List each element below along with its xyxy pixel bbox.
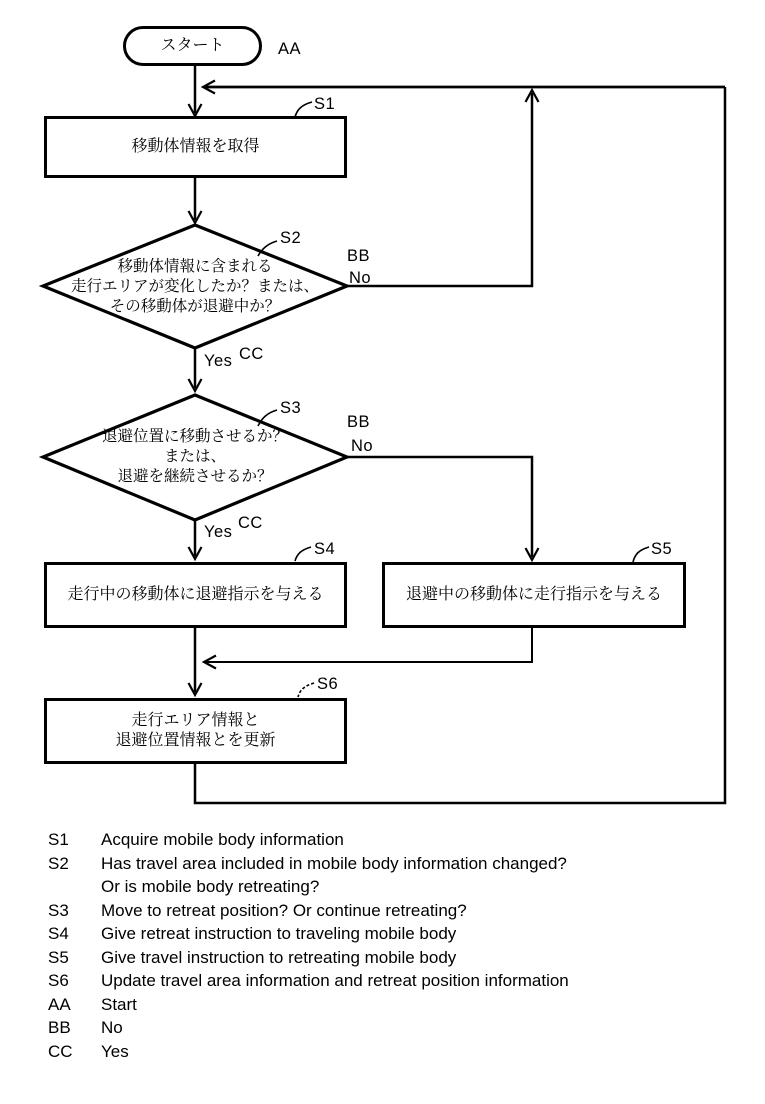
legend-text: Start bbox=[101, 994, 137, 1014]
legend-row bbox=[48, 993, 738, 1017]
node-s5: 退避中の移動体に走行指示を与える bbox=[382, 562, 686, 628]
legend-code: S6 bbox=[48, 971, 69, 990]
branch-no-s3: No bbox=[351, 437, 374, 455]
step-label-s3: S3 bbox=[280, 399, 302, 417]
legend-code: S1 bbox=[48, 830, 69, 849]
legend-row bbox=[48, 1016, 738, 1040]
legend-row bbox=[48, 899, 738, 923]
edge-s2-no bbox=[347, 93, 532, 286]
start-node: スタート bbox=[123, 26, 262, 66]
edge-s5-merge bbox=[206, 628, 532, 662]
branch-yes-s3: Yes bbox=[204, 523, 233, 541]
ref-label-cc-s3: CC bbox=[238, 514, 263, 532]
node-s2-text: 移動体情報に含まれる 走行エリアが変化したか？または、 その移動体が退避中か？ bbox=[70, 258, 319, 315]
legend-text: Yes bbox=[101, 1041, 129, 1061]
ref-label-aa: AA bbox=[278, 40, 302, 58]
legend-code: S2 bbox=[48, 853, 69, 873]
legend-code: BB bbox=[48, 1018, 71, 1037]
node-s6: 走行エリア情報と 退避位置情報とを更新 bbox=[44, 698, 347, 764]
branch-no-s2: No bbox=[349, 269, 372, 287]
step-label-s4: S4 bbox=[314, 540, 336, 558]
legend-text: Acquire mobile body information bbox=[101, 830, 344, 849]
step-label-s2: S2 bbox=[280, 229, 302, 247]
legend-text: No bbox=[101, 1018, 123, 1037]
legend bbox=[48, 828, 738, 1063]
legend-text: Give retreat instruction to traveling mobile body bbox=[101, 924, 457, 943]
leader-s4 bbox=[295, 547, 311, 561]
legend-row bbox=[48, 852, 738, 899]
legend-row bbox=[48, 946, 738, 970]
legend-code: S4 bbox=[48, 924, 69, 943]
legend-code: CC bbox=[48, 1041, 73, 1061]
leader-s6 bbox=[298, 683, 314, 697]
legend-code: S5 bbox=[48, 947, 69, 967]
legend-row bbox=[48, 1040, 738, 1064]
edge-s3-no bbox=[347, 457, 532, 557]
legend-code: S3 bbox=[48, 900, 69, 920]
legend-row bbox=[48, 828, 738, 852]
node-s3-text: 退避位置に移動させるか？ または、 退避を継続させるか？ bbox=[101, 428, 288, 485]
legend-text: Has travel area included in mobile body information changed? Or is mobile body retreating? bbox=[101, 853, 567, 896]
ref-label-bb-s3: BB bbox=[347, 413, 371, 431]
legend-text: Move to retreat position? Or continue retreating? bbox=[101, 900, 467, 920]
node-s4: 走行中の移動体に退避指示を与える bbox=[44, 562, 347, 628]
leader-s1 bbox=[295, 102, 312, 117]
legend-text: Update travel area information and retreat position information bbox=[101, 971, 569, 990]
legend-row bbox=[48, 922, 738, 946]
branch-yes-s2: Yes bbox=[204, 352, 233, 370]
step-label-s5: S5 bbox=[651, 540, 673, 558]
ref-label-cc-s2: CC bbox=[239, 345, 264, 363]
step-label-s1: S1 bbox=[314, 95, 336, 113]
legend-row bbox=[48, 969, 738, 993]
node-s1: 移動体情報を取得 bbox=[44, 116, 347, 178]
ref-label-bb-s2: BB bbox=[347, 247, 371, 265]
legend-code: AA bbox=[48, 994, 71, 1014]
step-label-s6: S6 bbox=[317, 675, 339, 693]
leader-s5 bbox=[633, 547, 649, 562]
legend-text: Give travel instruction to retreating mobile body bbox=[101, 947, 457, 967]
